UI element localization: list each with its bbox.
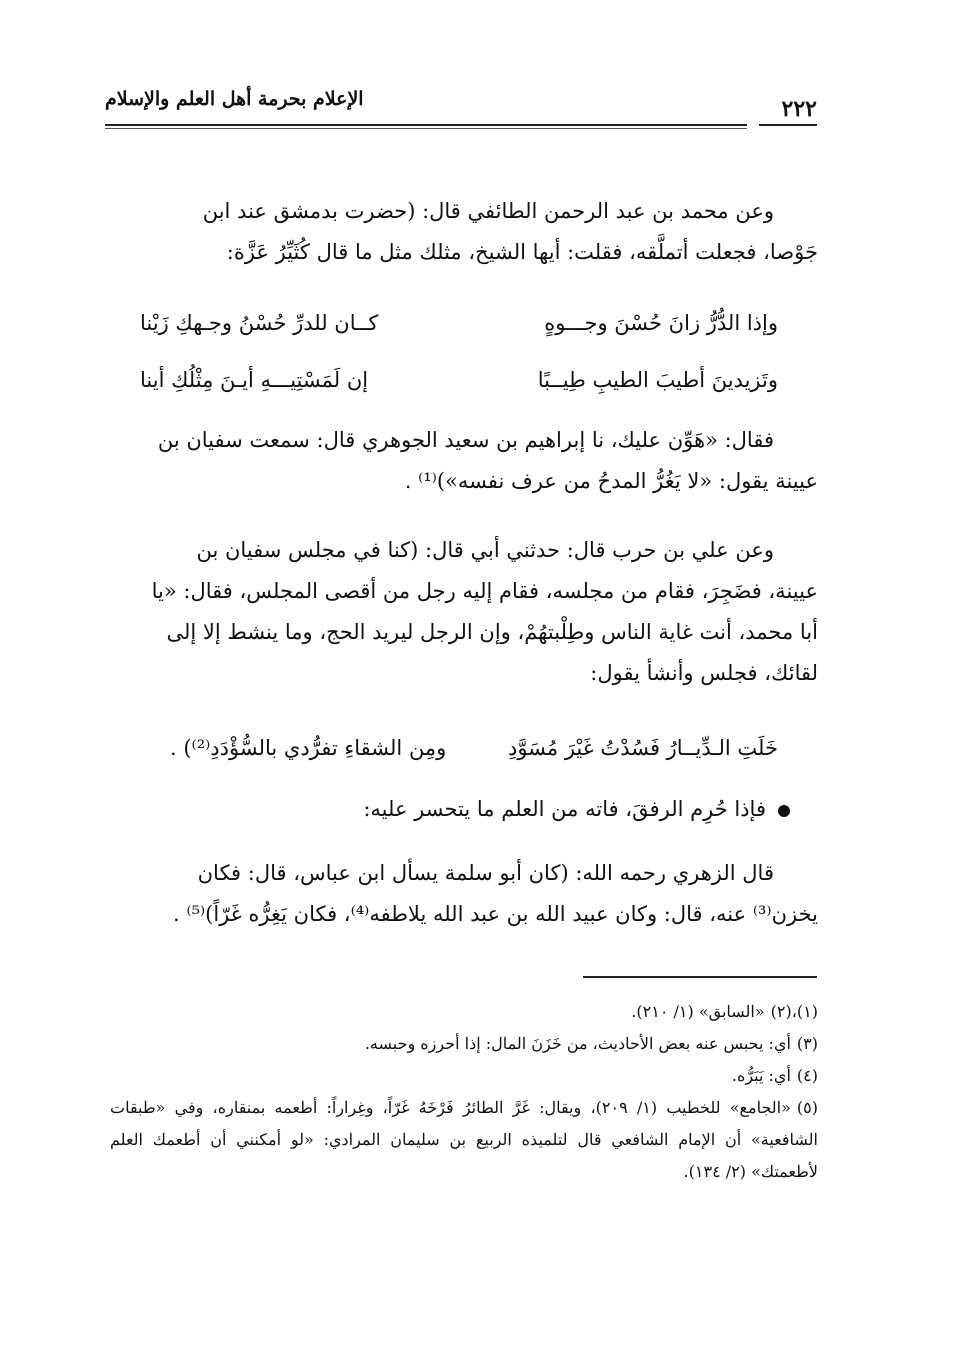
- text-line: فقال: «هَوِّن عليك، نا إبراهيم بن سعيد الجوهري قال: سمعت سفيان بن: [157, 428, 774, 452]
- paragraph-line: [110, 853, 818, 894]
- verse-line: [140, 368, 778, 392]
- bullet-icon: [778, 805, 790, 817]
- footnote: [110, 1028, 818, 1060]
- footnote: [110, 1060, 818, 1092]
- paragraph-line: عيينة، فضَجِرَ، فقام من مجلسه، فقام إليه رجل من أقصى المجلس، فقال: «يا: [151, 579, 818, 603]
- bullet-text: فإذا حُرِم الرفقَ، فاته من العلم ما يتحسر عليه:: [363, 797, 766, 821]
- running-title: الإعلام بحرمة أهل العلم والإسلام: [105, 88, 364, 110]
- footnote: [110, 1092, 818, 1188]
- header-rule-right: [759, 124, 817, 126]
- paragraph-line: [110, 530, 818, 571]
- footnote-separator: [583, 976, 817, 978]
- verse-line: [170, 736, 778, 760]
- header-rule-thin: [105, 128, 747, 129]
- footnote-text: «الجامع» للخطيب (١/ ٢٠٩)، ويقال: غَرَّ الطائرُ فَرْخَهُ غَرّاً، وغِراراً: أطعمه بمنقاره، وفي «طبقات الشافعية» أن الإمام الشافعي قال لتلميذه الربيع بن سليمان المرادي: «لو أمكنني أن أطعمك العلم لأطعمتك» (٢/ ١٣٤).: [110, 1098, 818, 1181]
- verse-hemistich-first: وإذا الدُّرُّ زانَ حُسْنَ وجـــوهٍ: [544, 311, 778, 335]
- paragraph-1: [110, 191, 818, 273]
- paragraph-line: أبا محمد، أنت غاية الناس وطِلْبتهُمْ، وإن الرجل ليريد الحج، وما ينشط إلا إلى: [166, 620, 818, 644]
- footnote-text: أي: يحبس عنه بعض الأحاديث، من خَزَنَ المال: إذا أحرزه وحبسه.: [364, 1034, 791, 1053]
- bullet-heading: [300, 797, 790, 821]
- verse-hemistich-first: خَلَتِ الـدِّيــارُ فَسُدْتُ غَيْرَ مُسَوَّدِ: [507, 736, 778, 760]
- footnote-number: (١)،(٢): [770, 1002, 818, 1021]
- paragraph-line: جَوْصا، فجعلت أتملَّقه، فقلت: أيها الشيخ، مثلك مثل ما قال كُثَيِّرُ عَزَّة:: [226, 240, 818, 264]
- header-rule: [105, 124, 747, 126]
- page-number: ٢٢٢: [774, 96, 817, 122]
- paragraph-line: [110, 420, 818, 461]
- footnote-number: (٤): [796, 1066, 818, 1085]
- verse-hemistich-first: وتَزيدينَ أطيبَ الطيبِ طِيــبًا: [537, 368, 778, 392]
- footnote-number: (٣): [796, 1034, 818, 1053]
- footnote: [110, 996, 818, 1028]
- paragraph-line: [110, 191, 818, 232]
- verse-line: [140, 311, 778, 335]
- verse-hemistich-second: ومِن الشقاءِ تفرُّدي بالسُّؤْدَدِ⁽²⁾) .: [170, 736, 447, 760]
- paragraph-2: [110, 420, 818, 502]
- footnote-number: (٥): [796, 1098, 819, 1117]
- paragraph-4: [110, 853, 818, 935]
- verse-hemistich-second: كــان للدرِّ حُسْنُ وجـهكِ زَيْنا: [140, 311, 379, 335]
- paragraph-line: عيينة يقول: «لا يَغُرُّ المدحُ من عرف نفسه»)⁽¹⁾ .: [404, 469, 818, 493]
- paragraph-line: لقائك، فجلس وأنشأ يقول:: [590, 661, 818, 685]
- footnotes: [110, 996, 818, 1188]
- footnote-text: «السابق» (١/ ٢١٠).: [631, 1002, 765, 1021]
- verse-hemistich-second: إن لَمَسْتِيـــهِ أيـنَ مِثْلُكِ أينا: [140, 368, 369, 392]
- text-line: وعن علي بن حرب قال: حدثني أبي قال: (كنا في مجلس سفيان بن: [196, 538, 774, 562]
- paragraph-3: [110, 530, 818, 694]
- page-header: [105, 72, 817, 152]
- text-line: قال الزهري رحمه الله: (كان أبو سلمة يسأل ابن عباس، قال: فكان: [197, 861, 774, 885]
- paragraph-line: يخزن⁽³⁾ عنه، قال: وكان عبيد الله بن عبد الله يلاطفه⁽⁴⁾، فكان يَغِرُّه غَرّاً)⁽⁵⁾ .: [173, 902, 818, 926]
- footnote-text: أي: يَبَرُّه.: [731, 1066, 791, 1085]
- text-line: وعن محمد بن عبد الرحمن الطائفي قال: (حضرت بدمشق عند ابن: [202, 199, 774, 223]
